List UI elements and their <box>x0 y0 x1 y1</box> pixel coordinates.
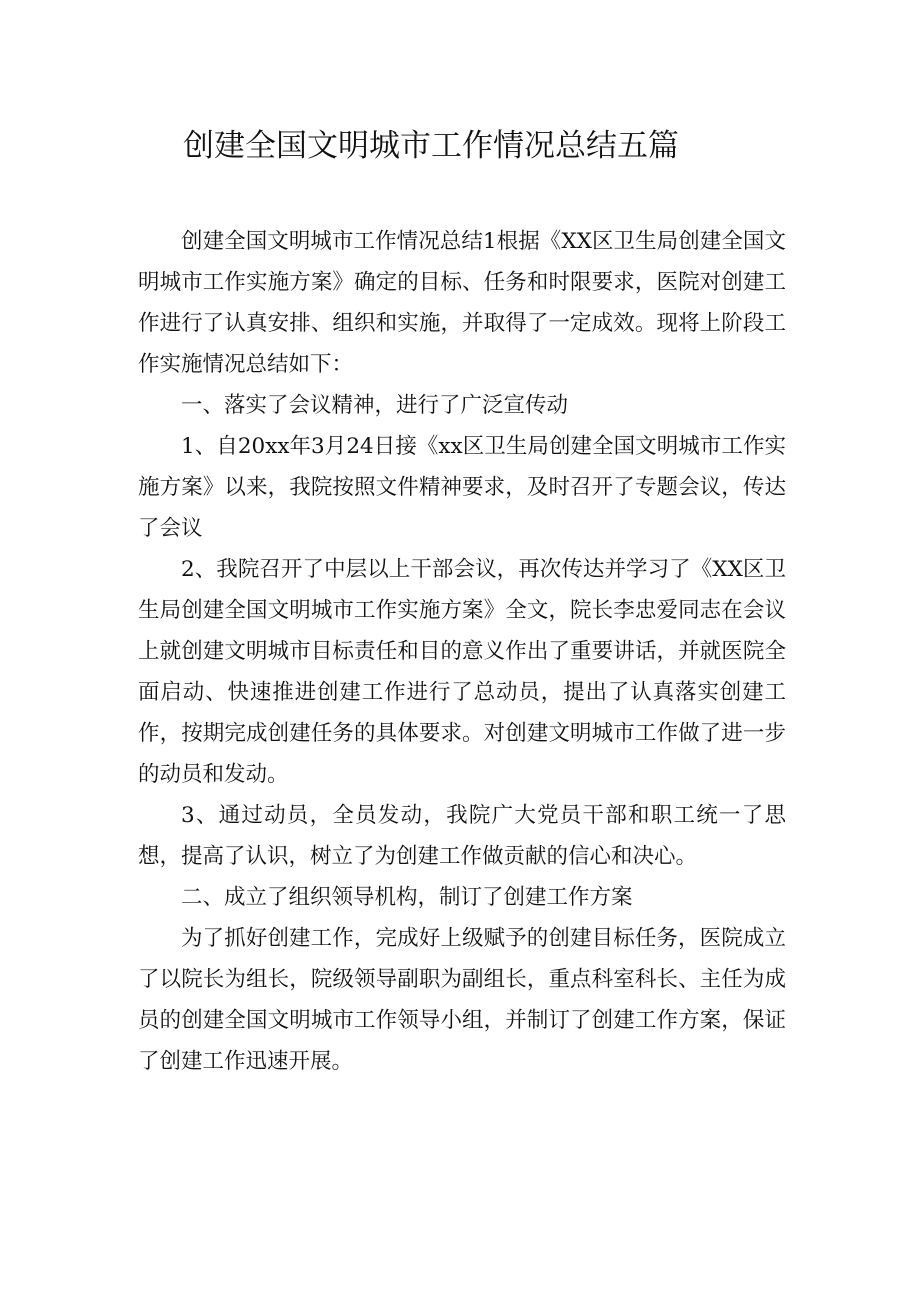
paragraph-item-2: 2、我院召开了中层以上干部会议，再次传达并学习了《XX区卫生局创建全国文明城市工作实施方案》全文，院长李忠爱同志在会议上就创建文明城市目标责任和目的意义作出了重要讲话，并就医院全面启动、快速推进创建工作进行了总动员，提出了认真落实创建工作，按期完成创建任务的具体要求。对创建文明城市工作做了进一步的动员和发动。 <box>138 557 786 787</box>
document-title: 创建全国文明城市工作情况总结五篇 <box>183 128 679 164</box>
paragraph-item-3: 3、通过动员，全员发动，我院广大党员干部和职工统一了思想，提高了认识，树立了为创建工作做贡献的信心和决心。 <box>138 803 786 869</box>
section-heading-2: 二、成立了组织领导机构，制订了创建工作方案 <box>181 885 633 910</box>
paragraph-item-1: 1、自20xx年3月24日接《xx区卫生局创建全国文明城市工作实施方案》以来，我院按照文件精神要求，及时召开了专题会议，传达了会议 <box>138 434 786 541</box>
paragraph-intro: 创建全国文明城市工作情况总结1根据《XX区卫生局创建全国文明城市工作实施方案》确定的目标、任务和时限要求，医院对创建工作进行了认真安排、组织和实施，并取得了一定成效。现将上阶段工作实施情况总结如下： <box>138 229 786 377</box>
document-body <box>138 221 786 1082</box>
section-heading-1: 一、落实了会议精神，进行了广泛宣传动 <box>181 393 569 418</box>
paragraph-organization: 为了抓好创建工作，完成好上级赋予的创建目标任务，医院成立了以院长为组长，院级领导副职为副组长，重点科室科长、主任为成员的创建全国文明城市工作领导小组，并制订了创建工作方案，保证了创建工作迅速开展。 <box>138 926 786 1074</box>
